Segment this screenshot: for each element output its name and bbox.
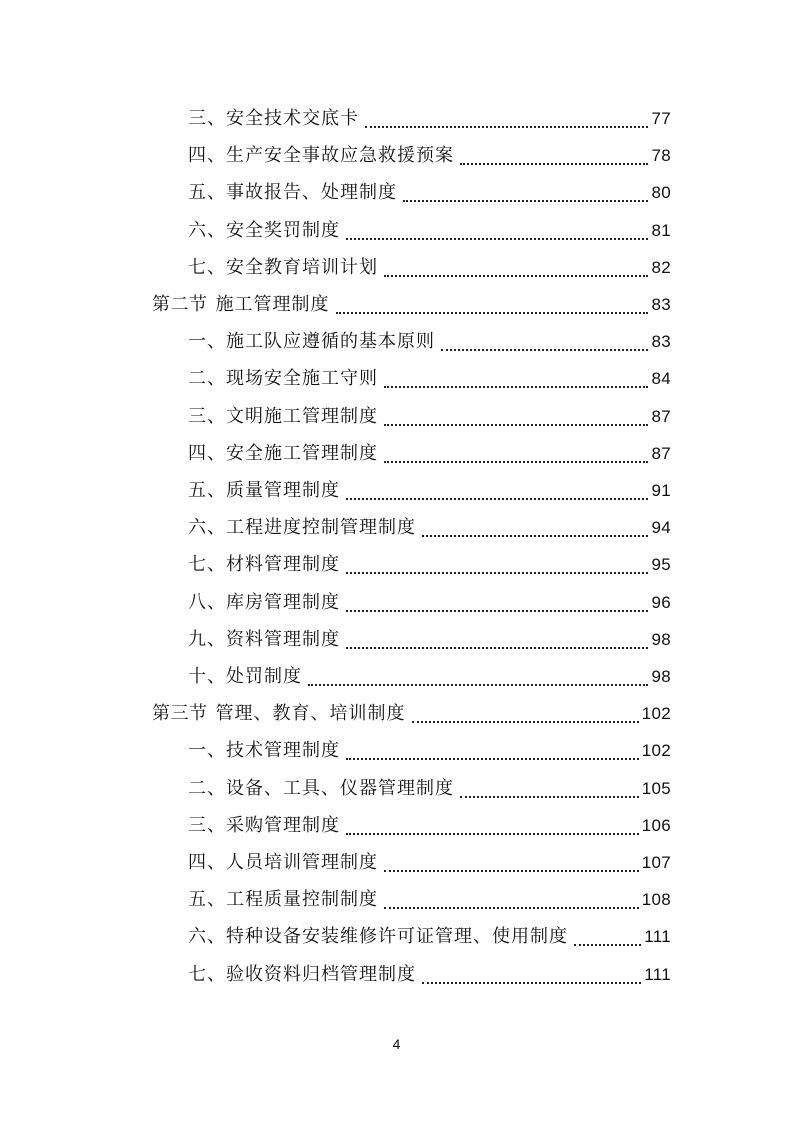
toc-entry-page: 94 bbox=[651, 518, 671, 538]
toc-entry-number: 七、 bbox=[188, 256, 226, 278]
toc-entry-page: 106 bbox=[641, 815, 671, 835]
toc-entry-page: 83 bbox=[651, 332, 671, 352]
toc-entry[interactable] bbox=[188, 881, 671, 918]
toc-entry-page: 91 bbox=[651, 481, 671, 500]
toc-dot-leader bbox=[384, 460, 648, 463]
toc-entry-title: 文明施工管理制度 bbox=[226, 405, 378, 427]
toc-dot-leader bbox=[365, 125, 648, 128]
toc-entry-page: 105 bbox=[641, 778, 671, 798]
toc-entry-number: 三、 bbox=[188, 405, 226, 427]
toc-entry-number: 第三节 bbox=[152, 703, 208, 725]
toc-entry[interactable] bbox=[188, 584, 671, 621]
toc-entry-title: 施工管理制度 bbox=[215, 294, 330, 315]
toc-entry-title: 安全施工管理制度 bbox=[226, 442, 378, 464]
toc-entry-number: 八、 bbox=[188, 591, 226, 613]
toc-dot-leader bbox=[384, 906, 639, 909]
toc-entry-title: 现场安全施工守则 bbox=[226, 368, 378, 390]
toc-entry-page: 98 bbox=[651, 629, 671, 649]
toc-entry-number: 四、 bbox=[188, 852, 226, 873]
toc-entry[interactable] bbox=[188, 844, 671, 881]
toc-entry[interactable] bbox=[188, 174, 671, 211]
toc-entry[interactable] bbox=[188, 212, 671, 249]
toc-entry[interactable] bbox=[188, 509, 671, 546]
toc-entry-title: 工程进度控制管理制度 bbox=[226, 517, 416, 539]
toc-entry[interactable] bbox=[188, 807, 671, 844]
toc-entry-title: 设备、工具、仪器管理制度 bbox=[226, 777, 454, 799]
toc-dot-leader bbox=[412, 720, 639, 723]
toc-dot-leader bbox=[308, 683, 648, 686]
toc-entry-title: 工程质量控制制度 bbox=[226, 889, 378, 911]
toc-entry-page: 108 bbox=[641, 890, 671, 910]
toc-entry[interactable] bbox=[188, 732, 671, 769]
toc-entry-number: 一、 bbox=[188, 331, 226, 353]
toc-entry-title: 事故报告、处理制度 bbox=[226, 182, 397, 204]
toc-entry-title: 库房管理制度 bbox=[226, 591, 340, 613]
toc-entry-title: 材料管理制度 bbox=[226, 554, 340, 576]
toc-entry-number: 六、 bbox=[188, 926, 226, 948]
toc-entry-number: 三、 bbox=[188, 108, 226, 129]
toc-entry-title: 人员培训管理制度 bbox=[226, 852, 378, 873]
toc-entry-number: 五、 bbox=[188, 889, 226, 911]
toc-entry-page: 102 bbox=[641, 704, 671, 724]
toc-dot-leader bbox=[384, 385, 648, 388]
toc-entry[interactable] bbox=[188, 918, 671, 955]
toc-entry-page: 98 bbox=[651, 667, 671, 686]
toc-entry[interactable] bbox=[188, 770, 671, 807]
toc-entry[interactable] bbox=[188, 100, 671, 137]
toc-entry-page: 87 bbox=[651, 406, 671, 426]
toc-entry-title: 验收资料归档管理制度 bbox=[226, 963, 416, 985]
toc-entry-page: 77 bbox=[651, 109, 671, 128]
toc-entry-title: 资料管理制度 bbox=[226, 628, 340, 650]
toc-dot-leader bbox=[346, 237, 648, 240]
toc-entry-page: 87 bbox=[651, 443, 671, 463]
toc-dot-leader bbox=[346, 832, 639, 835]
toc-entry[interactable] bbox=[188, 435, 671, 472]
toc-entry-page: 95 bbox=[651, 555, 671, 575]
toc-entry-title: 采购管理制度 bbox=[226, 814, 340, 836]
toc-entry-number: 六、 bbox=[188, 517, 226, 539]
toc-dot-leader bbox=[346, 757, 639, 760]
toc-entry[interactable] bbox=[188, 956, 671, 993]
toc-entry-page: 96 bbox=[651, 592, 671, 612]
toc-entry-number: 第二节 bbox=[152, 294, 208, 315]
toc-entry-number: 九、 bbox=[188, 628, 226, 650]
toc-entry[interactable] bbox=[188, 360, 671, 397]
toc-entry-number: 三、 bbox=[188, 814, 226, 836]
toc-entry-title: 安全奖罚制度 bbox=[226, 219, 340, 241]
toc-entry-number: 二、 bbox=[188, 368, 226, 390]
toc-entry-page: 80 bbox=[651, 183, 671, 203]
toc-dot-leader bbox=[574, 943, 641, 946]
toc-entry[interactable] bbox=[188, 546, 671, 583]
toc-dot-leader bbox=[346, 646, 648, 649]
toc-dot-leader bbox=[403, 199, 648, 202]
toc-entry-page: 111 bbox=[644, 927, 671, 947]
toc-entry-page: 82 bbox=[651, 257, 671, 277]
toc-dot-leader bbox=[384, 869, 639, 872]
toc-entry-number: 五、 bbox=[188, 182, 226, 204]
toc-dot-leader bbox=[346, 571, 648, 574]
toc-entry-page: 107 bbox=[641, 853, 671, 872]
toc-entry-page: 78 bbox=[651, 146, 671, 166]
toc-entry-number: 七、 bbox=[188, 554, 226, 576]
toc-entry-page: 83 bbox=[651, 295, 671, 314]
toc-entry-number: 一、 bbox=[188, 740, 226, 762]
toc-entry-page: 111 bbox=[644, 964, 671, 984]
toc-entry-number: 二、 bbox=[188, 777, 226, 799]
toc-entry[interactable] bbox=[188, 323, 671, 360]
toc-dot-leader bbox=[441, 348, 648, 351]
toc-entry-title: 安全教育培训计划 bbox=[226, 256, 378, 278]
toc-dot-leader bbox=[422, 981, 641, 984]
toc-entry-number: 七、 bbox=[188, 963, 226, 985]
toc-entry[interactable] bbox=[188, 472, 671, 509]
toc-section-entry[interactable] bbox=[152, 695, 671, 732]
toc-dot-leader bbox=[336, 311, 649, 314]
toc-dot-leader bbox=[346, 497, 648, 500]
toc-entry-title: 特种设备安装维修许可证管理、使用制度 bbox=[226, 926, 568, 948]
toc-entry-title: 安全技术交底卡 bbox=[226, 108, 359, 129]
toc-dot-leader bbox=[460, 162, 648, 165]
toc-entry-number: 六、 bbox=[188, 219, 226, 241]
toc-entry-page: 81 bbox=[651, 220, 671, 240]
toc-entry[interactable] bbox=[188, 137, 671, 174]
toc-entry-title: 处罚制度 bbox=[226, 666, 302, 687]
toc-dot-leader bbox=[422, 534, 648, 537]
toc-entry-number: 十、 bbox=[188, 666, 226, 687]
toc-entry-page: 102 bbox=[641, 741, 671, 761]
toc-entry-title: 质量管理制度 bbox=[226, 480, 340, 501]
toc-entry-number: 四、 bbox=[188, 145, 226, 167]
toc-entry-title: 技术管理制度 bbox=[226, 740, 340, 762]
toc-dot-leader bbox=[460, 795, 639, 798]
toc-entry[interactable] bbox=[188, 249, 671, 286]
toc-dot-leader bbox=[384, 274, 648, 277]
toc-entry[interactable] bbox=[188, 621, 671, 658]
toc-section-entry[interactable] bbox=[152, 286, 671, 323]
toc-entry-title: 施工队应遵循的基本原则 bbox=[226, 331, 435, 353]
toc-entry-title: 生产安全事故应急救援预案 bbox=[226, 145, 454, 167]
toc-entry-page: 84 bbox=[651, 369, 671, 389]
toc-entry[interactable] bbox=[188, 658, 671, 695]
toc-entry-number: 五、 bbox=[188, 480, 226, 501]
page-number: 4 bbox=[392, 1036, 401, 1052]
toc-entry-number: 四、 bbox=[188, 442, 226, 464]
toc-entry-title: 管理、教育、培训制度 bbox=[215, 703, 406, 725]
toc-entry[interactable] bbox=[188, 398, 671, 435]
toc-dot-leader bbox=[346, 609, 648, 612]
toc-dot-leader bbox=[384, 423, 648, 426]
